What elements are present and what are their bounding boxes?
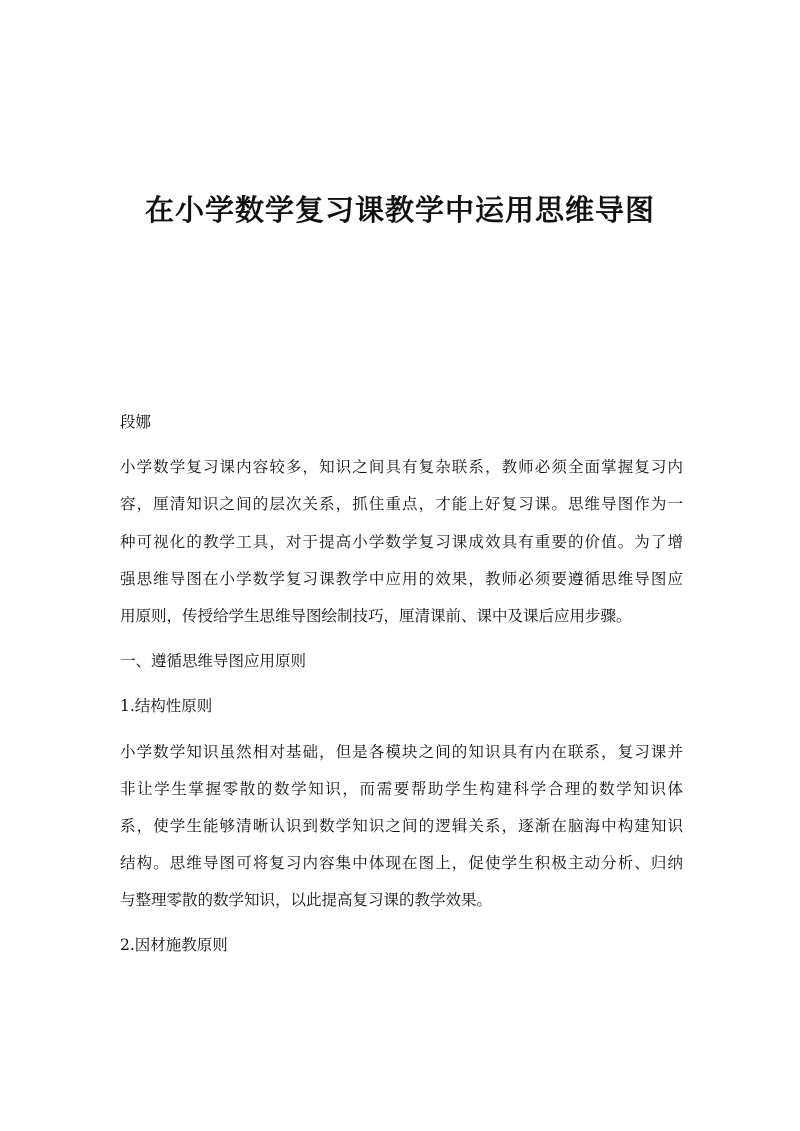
abstract-line: 强思维导图在小学数学复习课教学中应用的效果，教师必须要遵循思维导图应 [120,569,683,588]
spacer [120,441,683,449]
subsection-heading: 2.因材施教原则 [120,936,228,955]
abstract-line: 用原则，传授给学生思维导图绘制技巧，厘清课前、课中及课后应用步骤。 [120,606,632,625]
paragraph-line: 非让学生掌握零散的数学知识，而需要帮助学生构建科学合理的数学知识体 [120,779,683,798]
paragraph-line: 小学数学知识虽然相对基础，但是各模块之间的知识具有内在联系，复习课并 [120,742,683,761]
abstract-paragraph [120,449,683,635]
author-name: 段娜 [120,413,152,431]
structure-principle-paragraph [120,734,683,920]
paragraph-line: 系，使学生能够清晰认识到数学知识之间的逻辑关系，逐渐在脑海中构建知识 [120,816,683,835]
paragraph-line: 与整理零散的数学知识，以此提高复习课的教学效果。 [120,891,493,910]
abstract-line: 容，厘清知识之间的层次关系，抓住重点，才能上好复习课。思维导图作为一 [120,495,683,514]
subsection-heading: 1.结构性原则 [120,697,213,716]
document-title: 在小学数学复习课教学中运用思维导图 [144,193,655,227]
abstract-line: 小学数学复习课内容较多，知识之间具有复杂联系，教师必须全面掌握复习内 [120,458,683,477]
abstract-line: 种可视化的教学工具，对于提高小学数学复习课成效具有重要的价值。为了增 [120,532,683,551]
spacer [120,680,683,688]
spacer [120,726,683,734]
section-heading: 一、遵循思维导图应用原则 [120,652,307,671]
document-body [120,404,683,965]
spacer [120,635,683,643]
spacer [120,919,683,927]
paragraph-line: 结构。思维导图可将复习内容集中体现在图上，促使学生积极主动分析、归纳 [120,854,683,873]
